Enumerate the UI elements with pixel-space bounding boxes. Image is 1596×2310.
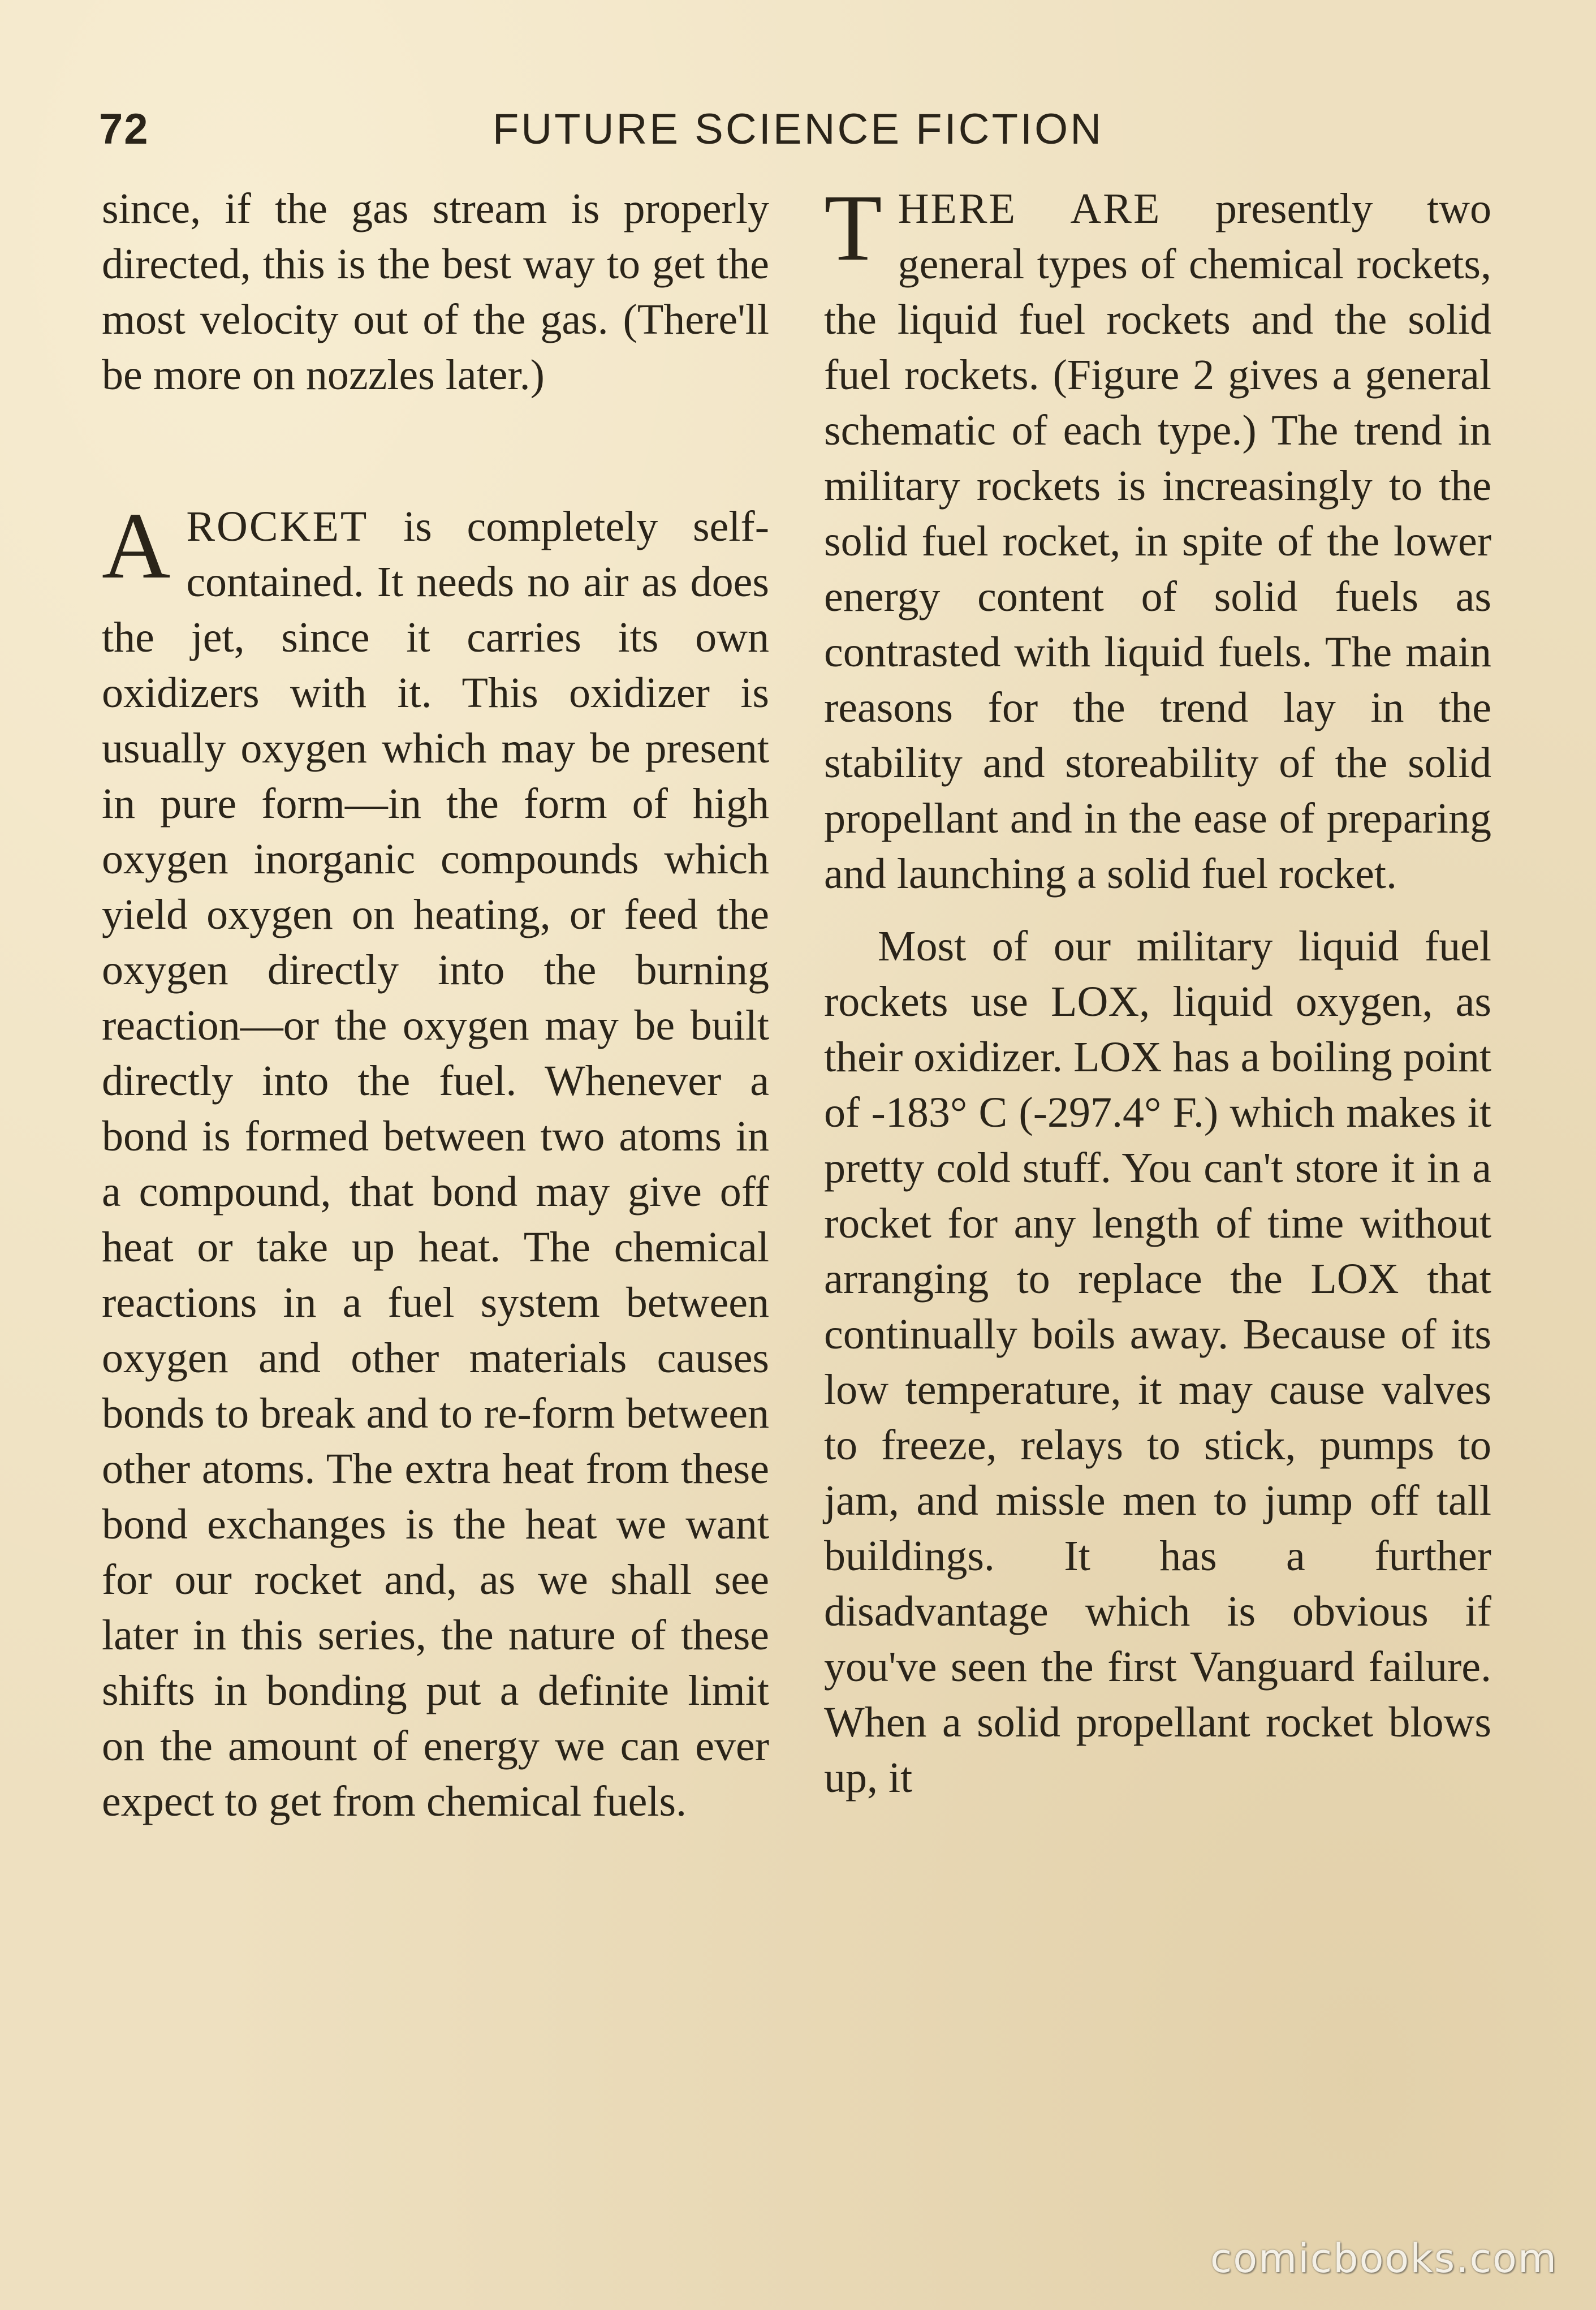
paragraph-text: presently two general types of chemical rockets, the liquid fuel rockets and the solid fuel rockets. (Figure 2 gives a general schematic of each type.) The trend in military rockets is increasingly to the solid fuel rocket, in spite of the lower energy content of solid fuels as contrasted with liquid fuels. The main reasons for the trend lay in the stability and storeability of the solid propellant and in the ease of preparing and launching a solid fuel rocket.	[824, 185, 1491, 898]
paragraph-text: is completely self-contained. It needs no air as does the jet, since it carries its own oxidizers with it. This oxidizer is usually oxygen which may be present in pure form—in the form of high oxygen inorganic compounds which yield oxygen on heating, or feed the oxygen directly into the burning reaction—or the oxygen may be built directly into the fuel. Whenever a bond is formed between two atoms in a compound, that bond may give off heat or take up heat. The chemical reactions in a fuel system between oxygen and other materials causes bonds to break and to re-form between other atoms. The extra heat from these bond exchanges is the heat we want for our rocket and, as we shall see later in this series, the nature of these shifts in bonding put a definite limit on the amount of energy we can ever expect to get from chemical fuels.	[102, 503, 769, 1825]
drop-cap: T	[824, 175, 882, 281]
running-head-title: FUTURE SCIENCE FICTION	[492, 105, 1104, 153]
left-paragraph-1: since, if the gas stream is properly directed, this is the best way to get the most velocity out of the gas. (There'll be more on nozzles later.)	[102, 185, 769, 399]
left-paragraph-2	[102, 493, 769, 1829]
right-paragraph-1	[824, 175, 1491, 902]
left-column	[102, 181, 769, 1829]
right-column	[824, 175, 1491, 1805]
right-paragraph-2: Most of our military liquid fuel rockets use LOX, liquid oxygen, as their oxidizer. LOX has a boiling point of -183° C (-297.4° F.) which makes it pretty cold stuff. You can't store it in a rocket for any length of time without arranging to replace the LOX that continually boils away. Because of its low temperature, it may cause valves to freeze, relays to stick, pumps to jam, and missle men to jump off tall buildings. It has a further disadvantage which is obvious if you've seen the first Vanguard failure. When a solid propellant rocket blows up, it	[824, 923, 1491, 1802]
lead-in-words: ROCKET	[186, 503, 369, 550]
page-number: 72	[99, 105, 149, 153]
lead-in-words: HERE ARE	[898, 185, 1162, 232]
drop-cap: A	[102, 493, 171, 598]
site-watermark: comicbooks.com	[1210, 2235, 1558, 2282]
section-break	[102, 403, 769, 499]
